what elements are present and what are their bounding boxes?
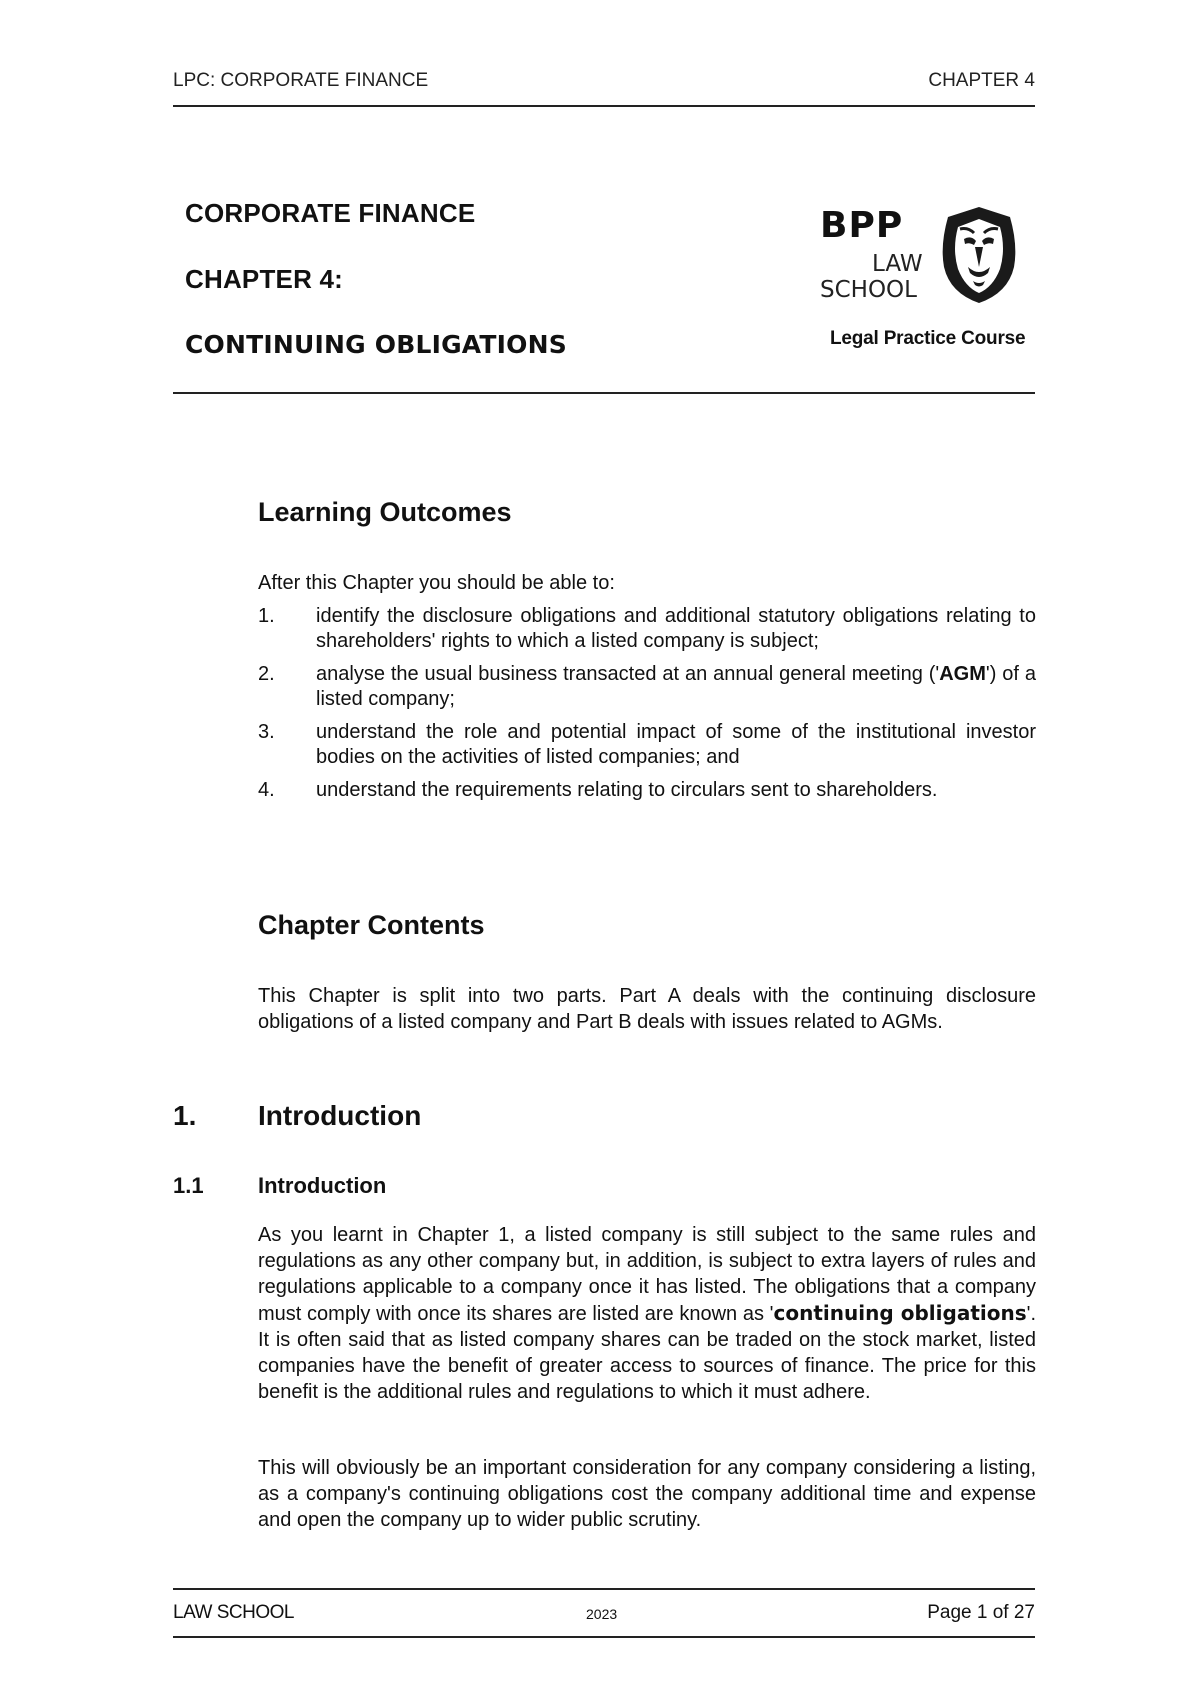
footer-left: LAW SCHOOL	[173, 1602, 294, 1623]
running-header-right: CHAPTER 4	[928, 70, 1035, 91]
running-header-left: LPC: CORPORATE FINANCE	[173, 70, 429, 91]
logo-law-text: LAW	[872, 251, 923, 277]
chapter-title: CONTINUING OBLIGATIONS	[185, 330, 567, 359]
list-item-number: 1.	[258, 605, 275, 627]
header-rule	[173, 105, 1035, 107]
list-item-number: 3.	[258, 721, 275, 743]
list-item-number: 2.	[258, 663, 275, 685]
list-item	[258, 778, 1036, 803]
paragraph-text-start: As you learnt in Chapter 1, a listed company is still subject to the same rules and regulations as any other company but, in addition, is subject to extra layers of rules and regulations applicable to a company once it has listed. The obligations that a company must comply with once its shares are listed are known as '	[258, 1224, 1036, 1325]
footer-rule-bottom	[173, 1636, 1035, 1638]
list-item-text: understand the requirements relating to circulars sent to shareholders.	[316, 779, 938, 801]
continuing-obligations-term: continuing obligations	[773, 1301, 1027, 1325]
title-rule	[173, 392, 1035, 394]
list-item	[258, 604, 1036, 654]
page-number: Page 1 of 27	[927, 1602, 1035, 1623]
list-item-text-end: ') of a listed company;	[316, 663, 1036, 710]
subsection-number: 1.1	[173, 1173, 204, 1198]
bpp-law-school-logo	[820, 205, 1020, 305]
agm-term: AGM	[939, 663, 986, 685]
footer-rule-top	[173, 1588, 1035, 1590]
list-item-number: 4.	[258, 779, 275, 801]
list-item	[258, 720, 1036, 770]
lion-head-icon	[938, 205, 1020, 305]
intro-paragraph-1	[258, 1222, 1036, 1405]
learning-outcomes-heading: Learning Outcomes	[258, 497, 512, 527]
list-item-text	[316, 662, 1036, 712]
list-item-text-start: analyse the usual business transacted at an annual general meeting ('	[316, 663, 940, 685]
course-name: Legal Practice Course	[830, 328, 1026, 349]
course-title: CORPORATE FINANCE	[185, 198, 476, 228]
chapter-contents-heading: Chapter Contents	[258, 910, 485, 940]
subsection-heading: Introduction	[258, 1173, 387, 1198]
chapter-contents-text: This Chapter is split into two parts. Part A deals with the continuing disclosure obligations of a listed company and Part B deals with issues related to AGMs.	[258, 985, 1036, 1033]
chapter-number: CHAPTER 4:	[185, 264, 344, 294]
section-number: 1.	[173, 1100, 197, 1131]
list-item-text: understand the role and potential impact of some of the institutional investor bodies on the activities of listed companies; and	[316, 721, 1036, 768]
section-heading: Introduction	[258, 1100, 422, 1131]
logo-school-text: SCHOOL	[820, 277, 917, 303]
intro-paragraph-2: This will obviously be an important consideration for any company considering a listing, as a company's continuing obligations cost the company additional time and expense and open the company up to wider public scrutiny.	[258, 1457, 1036, 1531]
list-item-text: identify the disclosure obligations and additional statutory obligations relating to shareholders' rights to which a listed company is subject;	[316, 605, 1036, 652]
paragraph-text-end: '. It is often said that as listed company shares can be traded on the stock market, listed companies have the benefit of greater access to sources of finance. The price for this benefit is the additional rules and regulations to which it must adhere.	[258, 1303, 1036, 1403]
learning-outcomes-list	[258, 604, 1036, 811]
learning-outcomes-intro: After this Chapter you should be able to:	[258, 572, 615, 594]
footer-year: 2023	[586, 1606, 618, 1622]
list-item	[258, 662, 1036, 712]
logo-bpp-text: BPP	[820, 205, 904, 246]
